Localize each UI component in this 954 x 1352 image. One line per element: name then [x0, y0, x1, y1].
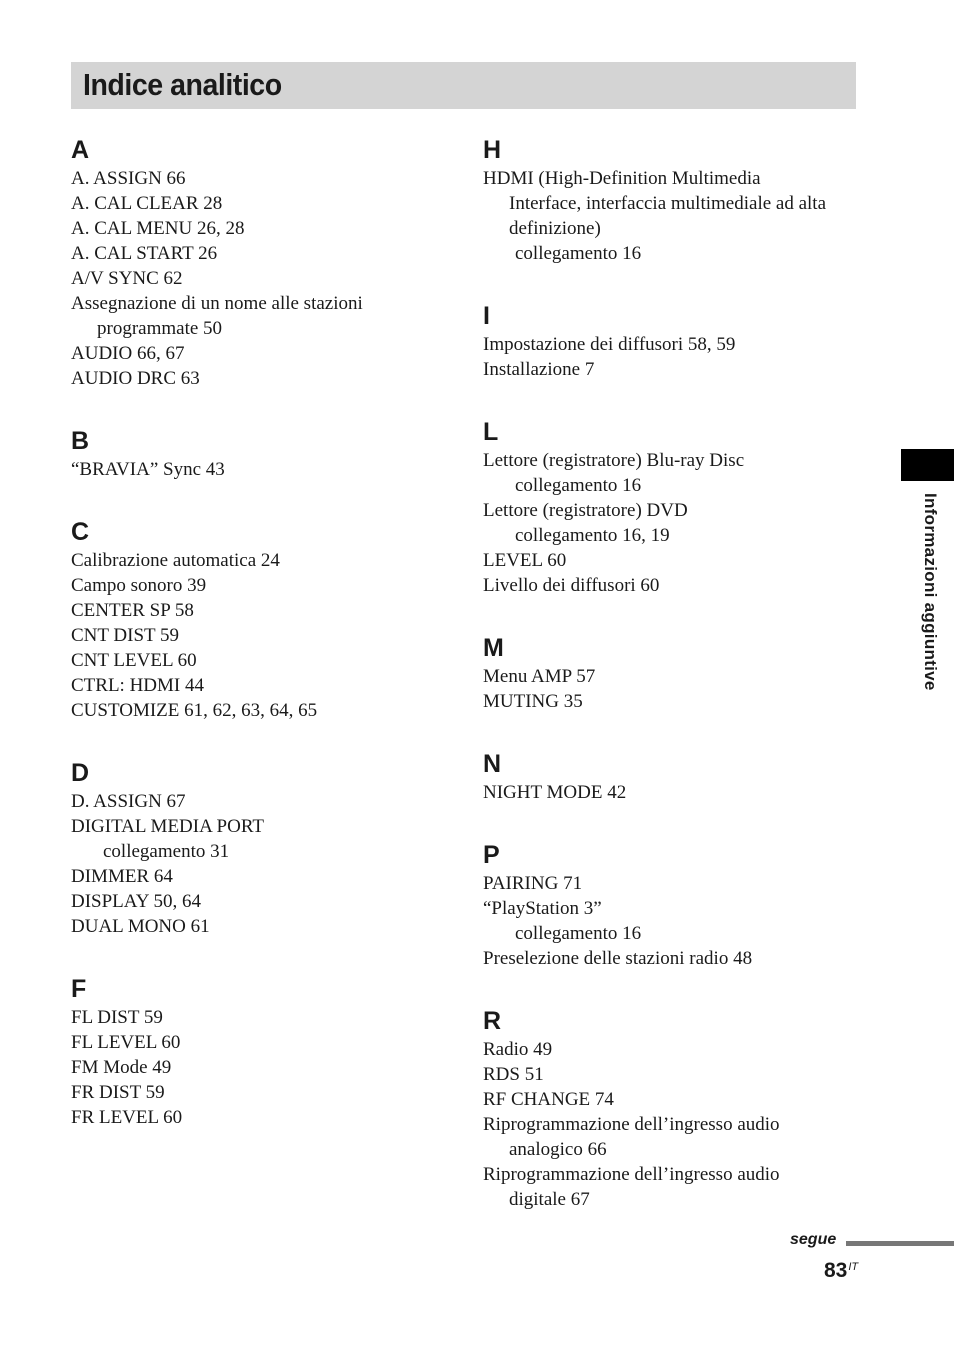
entry-text: Menu AMP 57	[483, 666, 596, 687]
entry-text: D. ASSIGN 67	[71, 791, 186, 812]
page-title: Indice analitico	[83, 67, 282, 102]
index-entry	[483, 689, 863, 714]
entry-text: Livello dei diffusori 60	[483, 575, 660, 596]
index-entry	[71, 698, 441, 723]
entry-text: CTRL: HDMI 44	[71, 675, 204, 696]
index-entry	[483, 946, 863, 971]
entry-text: CENTER SP 58	[71, 600, 194, 621]
index-entry	[483, 448, 863, 498]
side-tab-marker	[901, 449, 954, 481]
index-entry	[483, 357, 863, 382]
section-letter: B	[71, 427, 90, 455]
entry-text: DIGITAL MEDIA PORT	[71, 816, 264, 837]
entry-text: RF CHANGE 74	[483, 1089, 614, 1110]
entry-text: AUDIO DRC 63	[71, 368, 200, 389]
entry-text: A. CAL CLEAR 28	[71, 193, 223, 214]
index-entry	[71, 216, 441, 241]
entry-text: Preselezione delle stazioni radio 48	[483, 948, 753, 969]
side-section-label: Informazioni aggiuntive	[921, 493, 940, 691]
index-section	[71, 134, 441, 391]
index-entry	[483, 498, 863, 548]
entry-text: LEVEL 60	[483, 550, 567, 571]
index-entry	[483, 573, 863, 598]
section-letter: L	[483, 418, 499, 446]
index-entry	[71, 1030, 441, 1055]
entry-text: Lettore (registratore) DVD	[483, 500, 688, 521]
index-section	[483, 632, 863, 714]
index-entry	[71, 341, 441, 366]
index-entry	[71, 789, 441, 814]
index-entry	[71, 1055, 441, 1080]
index-entry	[483, 871, 863, 896]
entry-text: AUDIO 66, 67	[71, 343, 185, 364]
entry-subtext: collegamento 31	[103, 841, 230, 862]
index-entry	[483, 1087, 863, 1112]
entry-text: Riprogrammazione dell’ingresso audio	[483, 1114, 780, 1135]
index-entry	[71, 914, 441, 939]
entry-text: CUSTOMIZE 61, 62, 63, 64, 65	[71, 700, 318, 721]
entry-subtext: analogico 66	[509, 1139, 607, 1160]
entry-text: MUTING 35	[483, 691, 583, 712]
index-section	[483, 748, 863, 805]
section-letter: M	[483, 634, 504, 662]
index-entry	[483, 896, 863, 946]
index-column-left	[71, 134, 441, 1164]
entry-text: FM Mode 49	[71, 1057, 172, 1078]
entry-text: Radio 49	[483, 1039, 553, 1060]
section-letter: I	[483, 302, 490, 330]
entry-subtext: collegamento 16, 19	[515, 525, 670, 546]
index-entry	[483, 241, 863, 266]
index-section	[71, 757, 441, 939]
index-entry	[483, 332, 863, 357]
section-letter: H	[483, 136, 502, 164]
entry-text: NIGHT MODE 42	[483, 782, 627, 803]
section-letter: N	[483, 750, 502, 778]
index-entry	[483, 166, 863, 241]
index-entry	[71, 191, 441, 216]
entry-text: A. CAL START 26	[71, 243, 218, 264]
index-section	[483, 839, 863, 971]
entry-text: Lettore (registratore) Blu-ray Disc	[483, 450, 745, 471]
section-letter: R	[483, 1007, 502, 1035]
entry-text: Riprogrammazione dell’ingresso audio	[483, 1164, 780, 1185]
index-entry	[71, 457, 441, 482]
section-letter: P	[483, 841, 500, 869]
entry-subtext: digitale 67	[509, 1189, 590, 1210]
index-entry	[71, 1080, 441, 1105]
entry-subtext: programmate 50	[97, 318, 223, 339]
index-entry	[71, 648, 441, 673]
index-section	[71, 425, 441, 482]
entry-text: CNT LEVEL 60	[71, 650, 197, 671]
index-entry	[483, 664, 863, 689]
section-letter: F	[71, 975, 87, 1003]
index-section	[483, 300, 863, 382]
page-number-value: 83	[824, 1259, 848, 1282]
entry-text: “PlayStation 3”	[483, 898, 602, 919]
index-entry	[71, 291, 441, 341]
index-entry	[71, 241, 441, 266]
title-bar	[71, 62, 856, 109]
index-entry	[483, 1162, 863, 1212]
index-entry	[71, 366, 441, 391]
entry-text: FL LEVEL 60	[71, 1032, 181, 1053]
index-entry	[483, 1037, 863, 1062]
index-entry	[71, 623, 441, 648]
entry-subtext: Interface, interfaccia multimediale ad alta	[509, 193, 827, 214]
index-entry	[71, 889, 441, 914]
index-entry	[71, 548, 441, 573]
index-entry	[483, 780, 863, 805]
entry-text: CNT DIST 59	[71, 625, 180, 646]
entry-text: A. ASSIGN 66	[71, 168, 186, 189]
index-section	[71, 516, 441, 723]
index-entry	[483, 1062, 863, 1087]
index-section	[483, 1005, 863, 1212]
entry-text: A/V SYNC 62	[71, 268, 183, 289]
section-letter: D	[71, 759, 90, 787]
continues-bar	[846, 1241, 954, 1246]
index-entry	[483, 1112, 863, 1162]
index-entry	[71, 864, 441, 889]
index-entry	[483, 548, 863, 573]
page-number	[824, 1259, 858, 1283]
entry-text: Assegnazione di un nome alle stazioni	[71, 293, 363, 314]
entry-text: RDS 51	[483, 1064, 544, 1085]
entry-subtext: definizione)	[509, 218, 601, 239]
index-entry	[71, 598, 441, 623]
section-letter: A	[71, 136, 90, 164]
entry-text: Impostazione dei diffusori 58, 59	[483, 334, 736, 355]
index-section	[71, 973, 441, 1130]
entry-text: DUAL MONO 61	[71, 916, 210, 937]
entry-text: FR DIST 59	[71, 1082, 165, 1103]
entry-subtext: collegamento 16	[515, 243, 642, 264]
index-entry	[71, 266, 441, 291]
page-number-suffix: IT	[848, 1261, 859, 1273]
index-entry	[71, 1105, 441, 1130]
entry-text: A. CAL MENU 26, 28	[71, 218, 245, 239]
entry-text: PAIRING 71	[483, 873, 583, 894]
entry-text: DIMMER 64	[71, 866, 173, 887]
entry-subtext: collegamento 16	[515, 923, 642, 944]
index-entry	[71, 673, 441, 698]
index-entry	[71, 814, 441, 864]
entry-text: HDMI (High-Definition Multimedia	[483, 168, 761, 189]
entry-text: “BRAVIA” Sync 43	[71, 459, 225, 480]
continues-label: segue	[790, 1231, 837, 1248]
index-section	[483, 416, 863, 598]
index-entry	[71, 166, 441, 191]
entry-text: DISPLAY 50, 64	[71, 891, 202, 912]
entry-subtext: collegamento 16	[515, 475, 642, 496]
index-entry	[71, 1005, 441, 1030]
index-entry	[71, 573, 441, 598]
entry-text: FR LEVEL 60	[71, 1107, 183, 1128]
index-column-right	[483, 134, 863, 1246]
entry-text: FL DIST 59	[71, 1007, 163, 1028]
entry-text: Campo sonoro 39	[71, 575, 207, 596]
entry-text: Installazione 7	[483, 359, 595, 380]
entry-text: Calibrazione automatica 24	[71, 550, 280, 571]
index-section	[483, 134, 863, 266]
section-letter: C	[71, 518, 90, 546]
